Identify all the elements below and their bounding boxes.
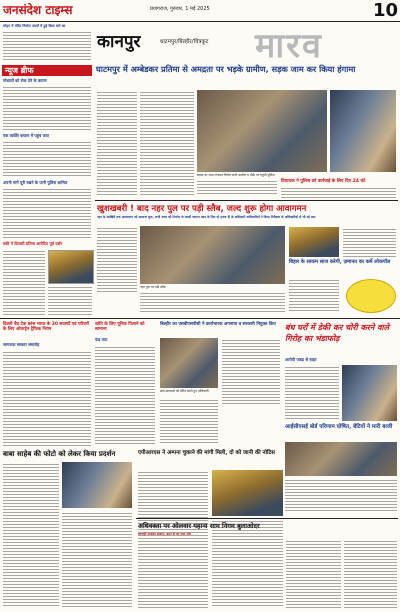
story-1-title: अपनी मांगें पूरी रखने के पानी पुलिस शामिल <box>3 180 68 185</box>
robbery-headline: बंध घरों में डेकी कर चोरी करने वाले गिरोह का भंडाफोड़ <box>285 323 390 343</box>
brief-2-text <box>3 140 91 178</box>
second-dek: नहर के आखिरी तक आवागमन जो सामान्य सुरू, सभी आज को निर्माण के जल्दी जाएगा काम के लिए यो हफ्ता दी के अधिकारी अधिकारियों ने किया निरीक्षण के अधिकारियों से भी को बात <box>97 215 316 219</box>
story-2-text-b <box>48 285 92 315</box>
lead-caption: सड़क पर जाम लगाकर विरोध करते ग्रामीण व मौके पर पहुंची पुलिस <box>197 173 275 177</box>
ampa-headline: एपीआरएस ने अम्पना चुकाने की मांगी मिली, दो को जानी की नोटिस <box>138 450 275 456</box>
col-a-title: शांति के लिए यूनिक पिलाने को सामान्य <box>95 322 145 332</box>
col-a-sub: फंड मठा <box>95 337 108 342</box>
canal-bridge-photo <box>140 226 285 284</box>
second-text-col-2 <box>140 291 285 313</box>
middle-rule <box>0 318 400 319</box>
scholar-headline: आईसीएसई बोर्ड परिणाम घोषित, बेटियों ने मारी बाजी <box>285 424 393 430</box>
lead-headline: घाटमपुर में अम्बेडकर प्रतिमा से अमद्रता पर भड़के ग्रामीण, सड़क जाम कर किया हंगामा <box>96 64 356 74</box>
bihar-title: बिहार के साकम साज करेगी, ज़मानत का कर्मे लोकपॉल <box>289 259 391 265</box>
bottom-text-2 <box>344 539 397 608</box>
lead-photo-2 <box>330 90 396 172</box>
side-text <box>343 227 396 257</box>
second-headline: खुशखबरी ! बाद नहर पुल पर पड़ी स्लैब, जल्द शुरू होगा आवागमन <box>97 204 307 214</box>
lead-text-col-2 <box>140 90 194 196</box>
district-sub: धाटमपुर/बिल्हौर/चित्रकूट <box>160 39 209 45</box>
edition-line: प्रयागराज, गुरुवार, 1 मई 2025 <box>150 6 210 12</box>
side-photo <box>289 227 339 257</box>
yellow-circle-badge <box>346 279 396 313</box>
lead-side-box-title: विधायक ने पुलिस को कार्रवाई के लिए दिए 24 घंटे <box>281 179 366 184</box>
left-intro-text <box>3 30 91 62</box>
story-2-photo <box>48 250 94 284</box>
story-4-text <box>3 462 59 608</box>
brief-1-title: गोशालों को रोक देने के कारण <box>3 78 47 83</box>
page-number: 10 <box>372 0 398 21</box>
robbery-kicker: आरोपी पकड़ से बाहर <box>285 357 317 362</box>
lead-text-col-1 <box>97 90 137 196</box>
brief-1-text <box>3 85 91 131</box>
story-2-title: वकी ने दिवाली प्रतिमा आवेदित पूर्व दर्शन <box>3 241 63 246</box>
story-3-text <box>3 350 91 446</box>
col-b-text <box>222 338 280 404</box>
col-b-caption: छात्र-छात्राओं को प्रेरित करते हुए अधिकारी <box>160 389 209 393</box>
news-brief-title: न्यूज ब्रीफ <box>5 66 34 75</box>
lead-side-box-text <box>281 186 396 198</box>
lead-text-col-3 <box>197 179 277 196</box>
col-b-photo <box>160 338 218 388</box>
section-logo: मारव <box>255 26 323 66</box>
robbery-text <box>285 365 339 421</box>
paper-name: जनसंदेश टाइम्स <box>3 3 73 17</box>
story-1-text <box>3 187 91 239</box>
second-text-col <box>97 226 137 292</box>
ampa-text <box>138 470 208 608</box>
top-note: मोहन में मंदिर निर्माण कार्यों में हुई किस घरों का <box>3 24 66 28</box>
canal-photo-caption: नहर पुल पर पड़ी स्लैब <box>140 285 166 289</box>
col-b-text-2 <box>160 398 218 444</box>
col-a-text <box>95 345 155 445</box>
robbery-photo <box>342 365 397 421</box>
story-4-photo <box>62 462 132 508</box>
col-b-title: बिल्हौर का एसबीएसपीसी ने कार्यभारक अपनाया व सरकारी नियुक्त किए <box>160 322 276 327</box>
lead-bottom-rule <box>95 200 398 201</box>
scholar-photo <box>285 442 397 476</box>
brief-2-title: एक व्यक्ति बाजार में पहुंच जाए <box>3 133 49 138</box>
bottom-text-1 <box>286 539 341 608</box>
story-3-title: दिल्ली बैठ टेक फ्रांस भारत के 30 सदस्यों एवं परिवरों के लिए ओवरट्रेन ट्रैफिक नियम <box>3 322 89 332</box>
bottom-rule <box>136 518 398 519</box>
bottom-headline: अधिवक्ता पर ओलवार यहाना साम निगम बुलाओदर <box>138 522 260 530</box>
story-3-sub: जागरूक सरकार समारोह <box>3 342 40 347</box>
bottom-dek: जानाही अफसर डाक्टर, बहन से जा जान अथ <box>138 532 191 536</box>
story-2-text-a <box>3 249 45 315</box>
story-4-text-b <box>62 511 132 608</box>
district-title: कानपुर <box>97 32 141 52</box>
news-brief-banner <box>2 65 92 76</box>
story-4-title: बाबा साहेब की फोटो को लेकर किया प्रदर्शन <box>3 450 116 458</box>
scholar-text <box>285 478 397 512</box>
ampa-photo <box>212 470 283 516</box>
lead-photo <box>197 90 327 172</box>
bihar-text <box>289 278 339 313</box>
